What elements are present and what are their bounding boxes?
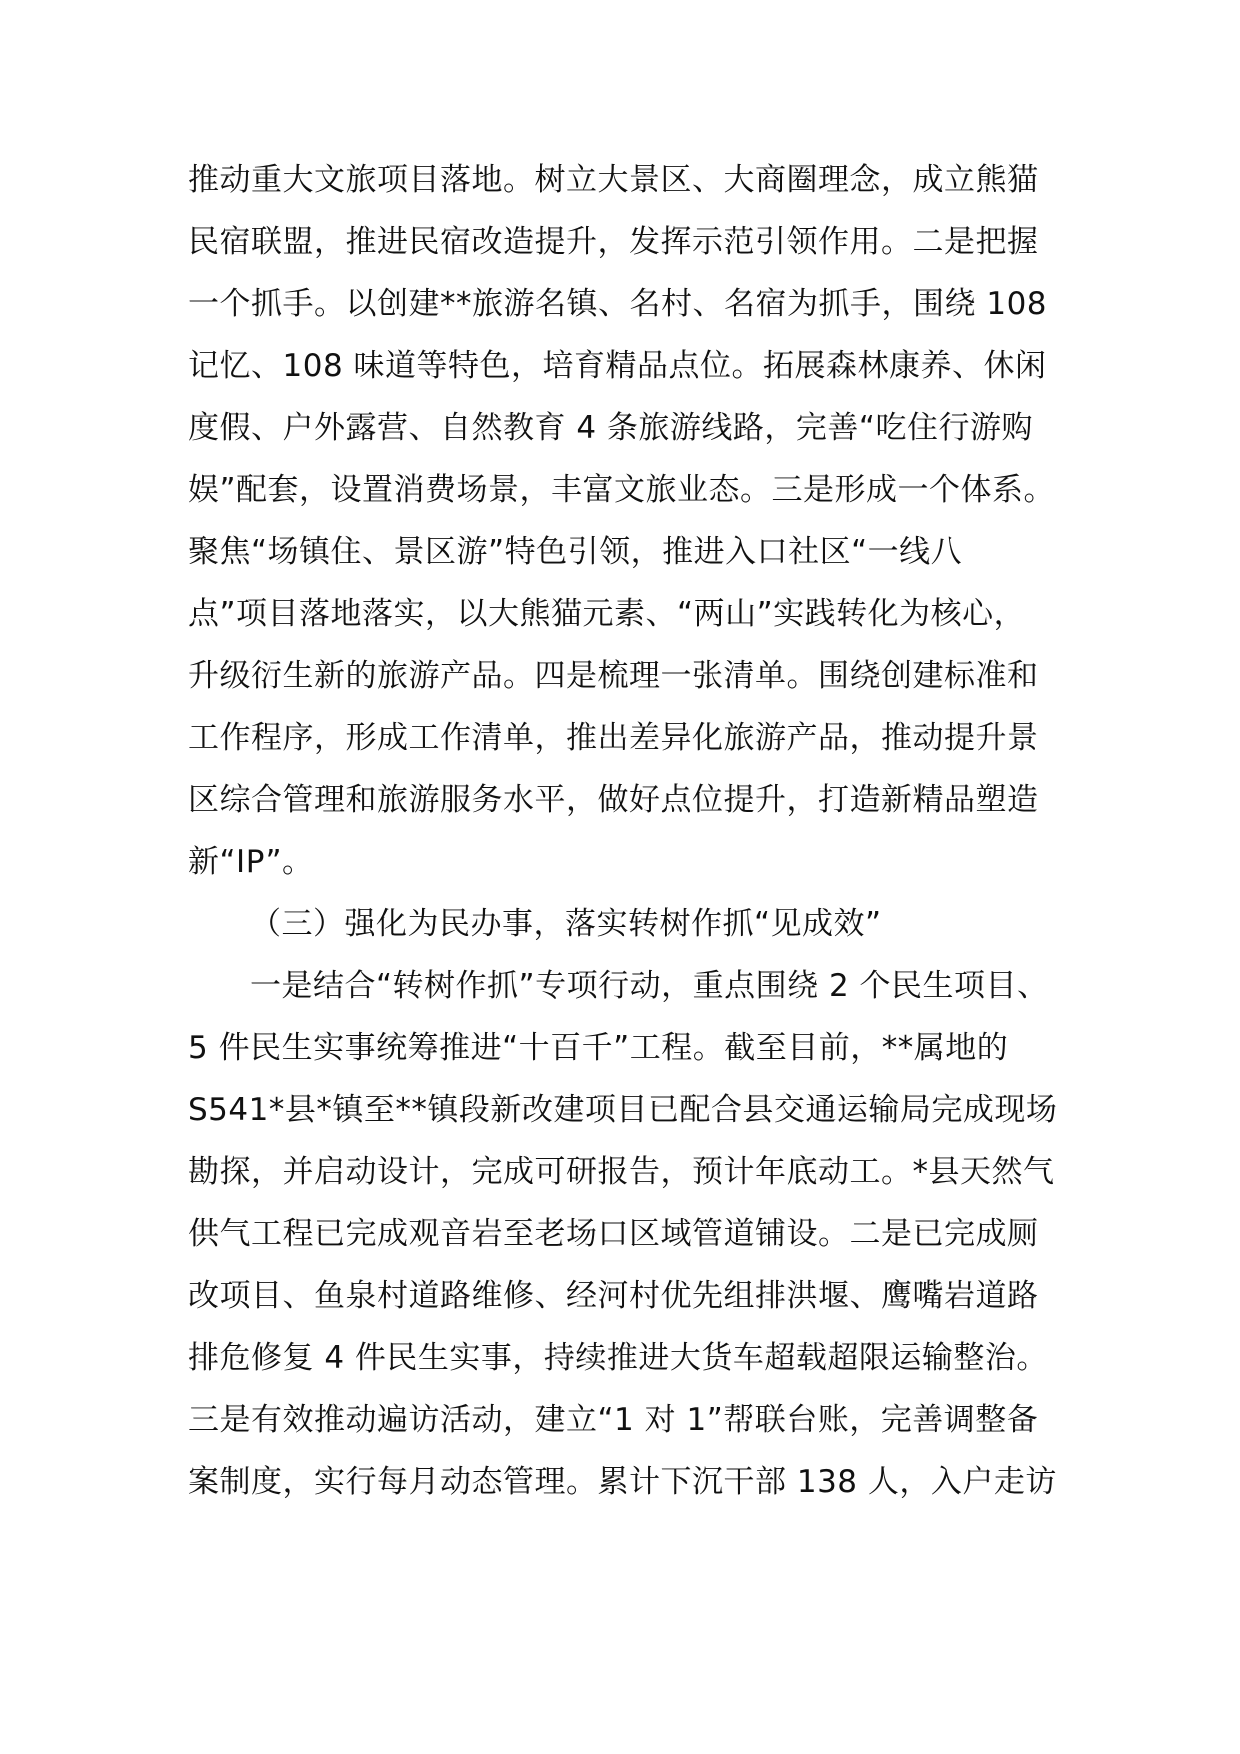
text-line: 娱”配套，设置消费场景，丰富文旅业态。三是形成一个体系。: [188, 472, 1056, 508]
text-line: 聚焦“场镇住、景区游”特色引领，推进入口社区“一线八: [188, 534, 963, 570]
text-line: 三是有效推动遍访活动，建立“1 对 1”帮联台账，完善调整备: [188, 1402, 1039, 1438]
text-line: 工作程序，形成工作清单，推出差异化旅游产品，推动提升景: [188, 720, 1039, 756]
text-line: 供气工程已完成观音岩至老场口区域管道铺设。二是已完成厕: [188, 1216, 1039, 1252]
text-line: 推动重大文旅项目落地。树立大景区、大商圈理念，成立熊猫: [188, 162, 1039, 198]
text-line: 点”项目落地落实，以大熊猫元素、“两山”实践转化为核心，: [188, 596, 1026, 632]
text-line: 勘探，并启动设计，完成可研报告，预计年底动工。*县天然气: [188, 1154, 1055, 1190]
text-line: 排危修复 4 件民生实事，持续推进大货车超载超限运输整治。: [188, 1340, 1048, 1376]
text-line: 区综合管理和旅游服务水平，做好点位提升，打造新精品塑造: [188, 782, 1039, 818]
text-line: 一个抓手。以创建**旅游名镇、名村、名宿为抓手，围绕 108: [188, 286, 1048, 322]
text-line: 案制度，实行每月动态管理。累计下沉干部 138 人，入户走访: [188, 1464, 1057, 1500]
text-line: 改项目、鱼泉村道路维修、经河村优先组排洪堰、鹰嘴岩道路: [188, 1278, 1039, 1314]
text-line: 升级衍生新的旅游产品。四是梳理一张清单。围绕创建标准和: [188, 658, 1039, 694]
text-line: S541*县*镇至**镇段新改建项目已配合县交通运输局完成现场: [188, 1092, 1058, 1128]
text-line: 新“IP”。: [188, 844, 314, 880]
text-line: 度假、户外露营、自然教育 4 条旅游线路，完善“吃住行游购: [188, 410, 1033, 446]
text-line: 民宿联盟，推进民宿改造提升，发挥示范引领作用。二是把握: [188, 224, 1039, 260]
section-heading: （三）强化为民办事，落实转树作抓“见成效”: [250, 906, 882, 942]
paragraph-start-line: 一是结合“转树作抓”专项行动，重点围绕 2 个民生项目、: [250, 968, 1049, 1004]
text-line: 记忆、108 味道等特色，培育精品点位。拓展森林康养、休闲: [188, 348, 1047, 384]
text-line: 5 件民生实事统筹推进“十百千”工程。截至目前，**属地的: [188, 1030, 1009, 1066]
